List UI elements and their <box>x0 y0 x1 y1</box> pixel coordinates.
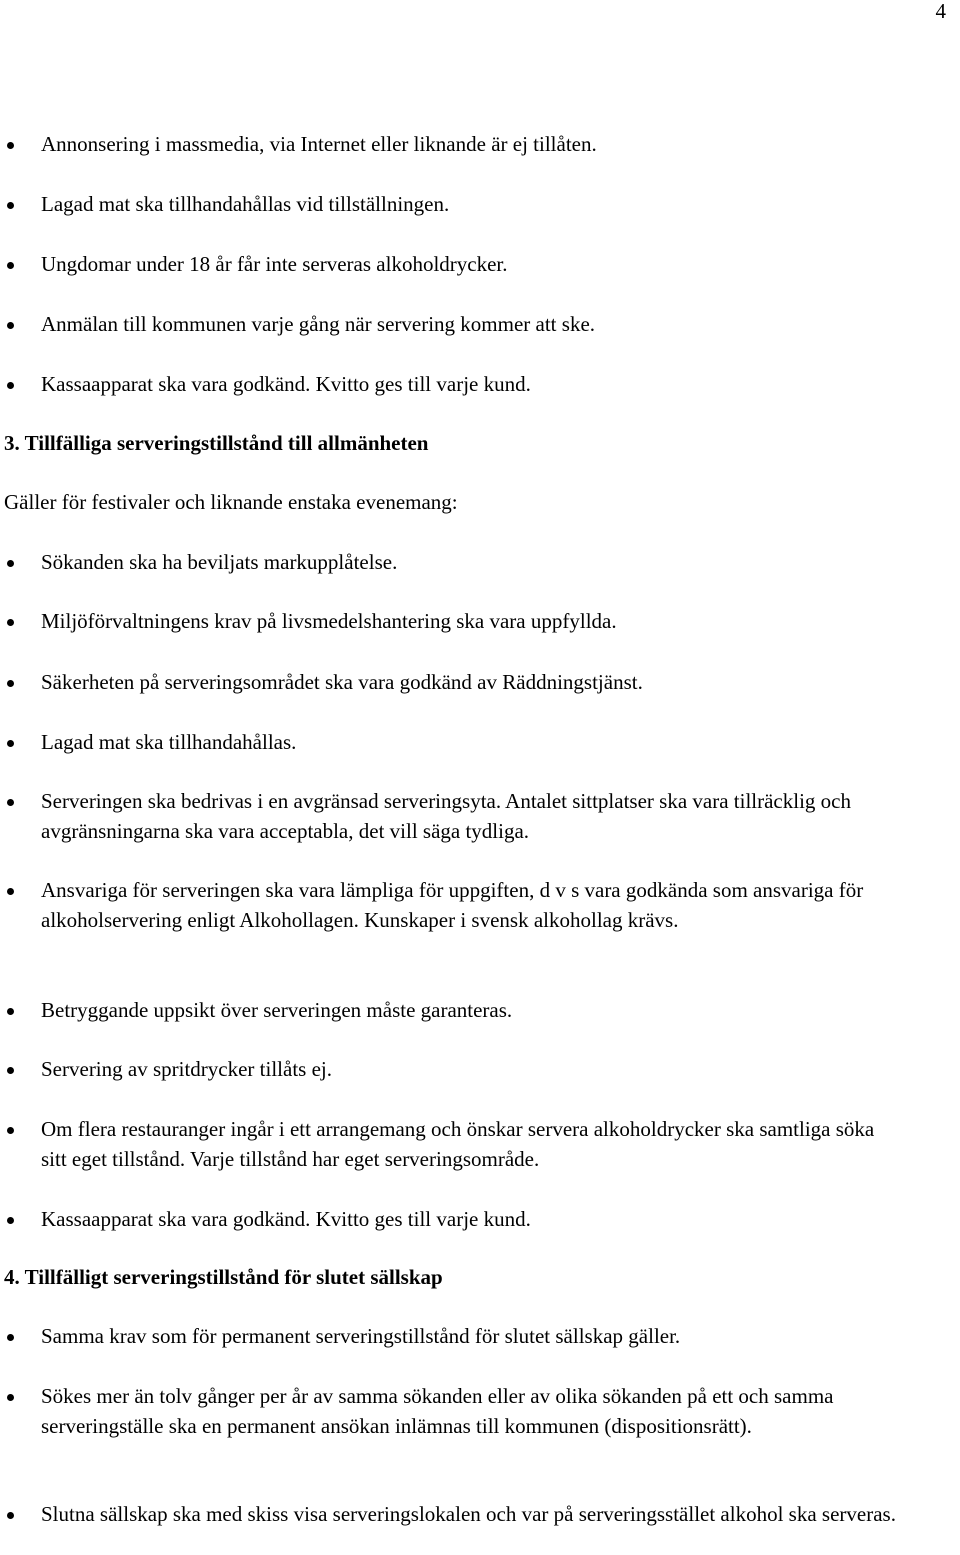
list-item: Servering av spritdrycker tillåts ej. <box>0 1055 900 1085</box>
list-item: Anmälan till kommunen varje gång när servering kommer att ske. <box>0 310 900 340</box>
list-item: Slutna sällskap ska med skiss visa serveringslokalen och var på serveringsstället alkohol ska serveras. <box>0 1500 900 1530</box>
list-item: Annonsering i massmedia, via Internet eller liknande är ej tillåten. <box>0 130 900 160</box>
list-item: Serveringen ska bedrivas i en avgränsad serveringsyta. Antalet sittplatser ska vara tillräcklig och avgränsningarna ska vara acceptabla, det vill säga tydliga. <box>0 787 900 846</box>
list-item: Ansvariga för serveringen ska vara lämpliga för uppgiften, d v s vara godkända som ansvariga för alkoholservering enligt Alkohollagen. Kunskaper i svensk alkohollag krävs. <box>0 876 900 935</box>
list-item: Om flera restauranger ingår i ett arrangemang och önskar servera alkoholdrycker ska samtliga söka sitt eget tillstånd. Varje tillstånd har eget serveringsområde. <box>0 1115 900 1174</box>
list-item: Lagad mat ska tillhandahållas vid tillställningen. <box>0 190 900 220</box>
list-item: Sökanden ska ha beviljats markupplåtelse. <box>0 548 900 578</box>
list-item: Betryggande uppsikt över serveringen måste garanteras. <box>0 996 900 1026</box>
page-number: 4 <box>935 0 946 23</box>
list-item: Säkerheten på serveringsområdet ska vara godkänd av Räddningstjänst. <box>0 668 900 698</box>
list-item: Ungdomar under 18 år får inte serveras alkoholdrycker. <box>0 250 900 280</box>
list-item: Lagad mat ska tillhandahållas. <box>0 728 900 758</box>
list-item: Miljöförvaltningens krav på livsmedelshantering ska vara uppfyllda. <box>0 607 900 637</box>
list-item: Kassaapparat ska vara godkänd. Kvitto ges till varje kund. <box>0 1205 900 1235</box>
list-item: Samma krav som för permanent serveringstillstånd för slutet sällskap gäller. <box>0 1322 900 1352</box>
list-item: Sökes mer än tolv gånger per år av samma sökanden eller av olika sökanden på ett och samma serveringställe ska en permanent ansökan inlämnas till kommunen (dispositionsrätt). <box>0 1382 900 1441</box>
section-3-intro: Gäller för festivaler och liknande enstaka evenemang: <box>4 490 458 514</box>
list-item: Kassaapparat ska vara godkänd. Kvitto ges till varje kund. <box>0 370 900 400</box>
section-4-heading: 4. Tillfälligt serveringstillstånd för slutet sällskap <box>4 1265 443 1289</box>
section-3-heading: 3. Tillfälliga serveringstillstånd till allmänheten <box>4 431 429 455</box>
